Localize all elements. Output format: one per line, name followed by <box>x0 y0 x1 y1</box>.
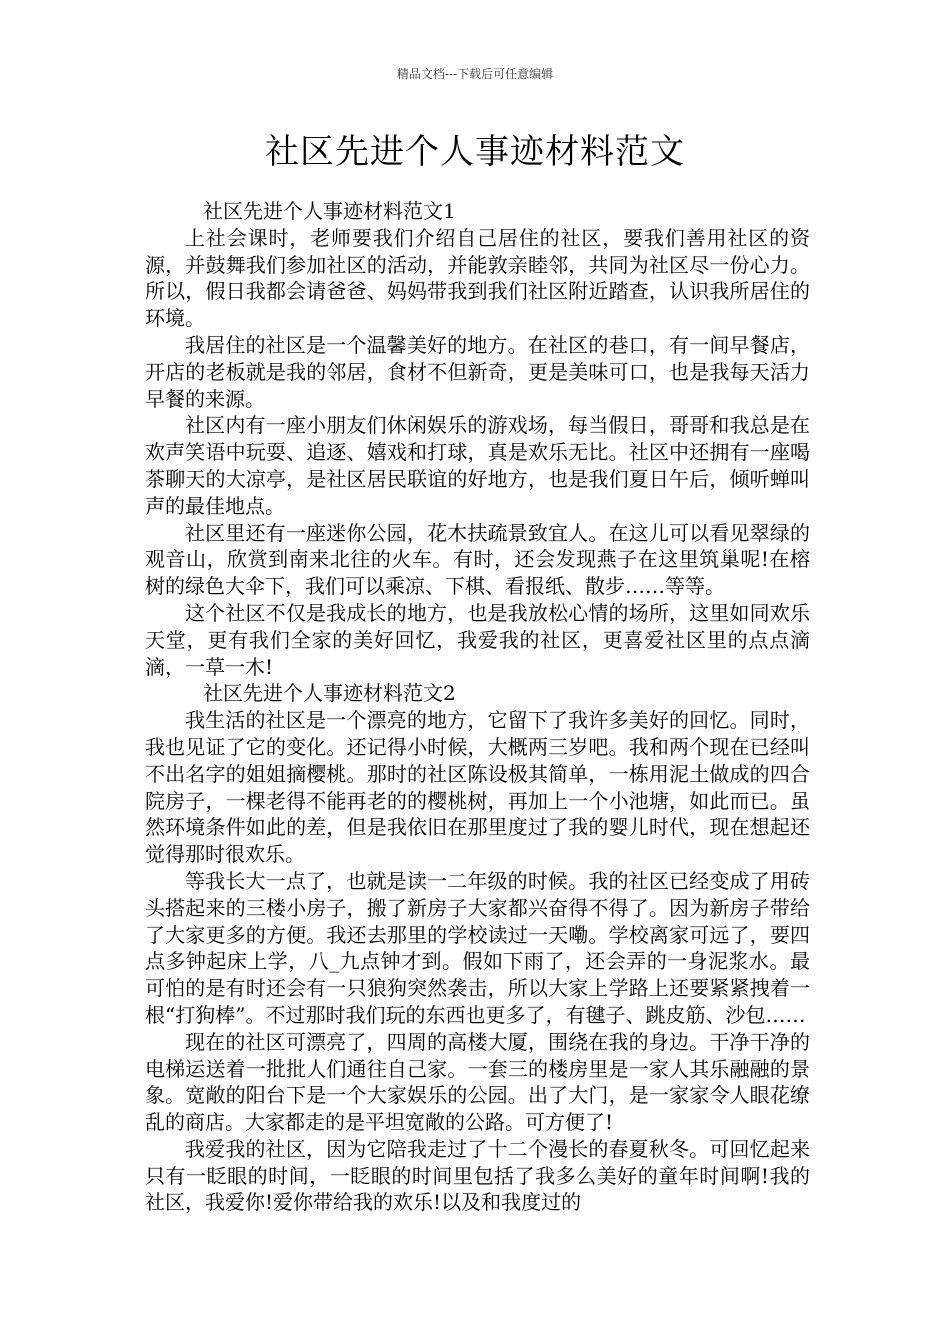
document-body <box>145 198 810 1216</box>
paragraph: 我生活的社区是一个漂亮的地方，它留下了我许多美好的回忆。同时，我也见证了它的变化。还记得小时候，大概两三岁吧。我和两个现在已经叫不出名字的姐姐摘樱桃。那时的社区陈设极其简单，一栋用泥土做成的四合院房子，一棵老得不能再老的的樱桃树，再加上一个小池塘，如此而已。虽然环境条件如此的差，但是我依旧在那里度过了我的婴儿时代，现在想起还觉得那时很欢乐。 <box>145 708 810 867</box>
section-heading: 社区先进个人事迹材料范文1 <box>203 199 456 223</box>
paragraph: 我居住的社区是一个温馨美好的地方。在社区的巷口，有一间早餐店，开店的老板就是我的邻居，食材不但新奇，更是美味可口，也是我每天活力早餐的来源。 <box>145 332 810 411</box>
document-header-note: 精品文档---下载后可任意编辑 <box>396 67 554 81</box>
paragraph: 上社会课时，老师要我们介绍自己居住的社区，要我们善用社区的资源，并鼓舞我们参加社区的活动，并能敦亲睦邻，共同为社区尽一份心力。所以，假日我都会请爸爸、妈妈带我到我们社区附近踏查，认识我所居住的环境。 <box>145 225 810 331</box>
paragraph: 社区里还有一座迷你公园，花木扶疏景致宜人。在这儿可以看见翠绿的观音山，欣赏到南来北往的火车。有时，还会发现燕子在这里筑巢呢!在榕树的绿色大伞下，我们可以乘凉、下棋、看报纸、散步……等等。 <box>145 520 810 599</box>
section-heading: 社区先进个人事迹材料范文2 <box>203 681 456 706</box>
paragraph: 社区内有一座小朋友们休闲娱乐的游戏场，每当假日，哥哥和我总是在欢声笑语中玩耍、追逐、嬉戏和打球，真是欢乐无比。社区中还拥有一座喝茶聊天的大凉亭，是社区居民联谊的好地方，也是我们夏日午后，倾听蝉叫声的最佳地点。 <box>145 413 810 518</box>
document-title: 社区先进个人事迹材料范文 <box>265 132 685 172</box>
paragraph: 等我长大一点了，也就是读一二年级的时候。我的社区已经变成了用砖头搭起来的三楼小房子，搬了新房子大家都兴奋得不得了。因为新房子带给了大家更多的方便。我还去那里的学校读过一天嘞。学校离家可远了，要四点多钟起床上学，八_九点钟才到。假如下雨了，还会弄的一身泥浆水。最可怕的是有时还会有一只狼狗突然袭击，所以大家上学路上还要紧紧拽着一根“打狗棒”。不过那时我们玩的东西也更多了，有毽子、跳皮筋、沙包…… <box>145 868 810 1027</box>
paragraph: 这个社区不仅是我成长的地方，也是我放松心情的场所，这里如同欢乐天堂，更有我们全家的美好回忆，我爱我的社区，更喜爱社区里的点点滴滴，一草一木! <box>145 600 810 679</box>
paragraph: 现在的社区可漂亮了，四周的高楼大厦，围绕在我的身边。干净干净的电梯运送着一批批人们通往自己家。一套三的楼房里是一家人其乐融融的景象。宽敞的阳台下是一个大家娱乐的公园。出了大门，是一家家令人眼花缭乱的商店。大家都走的是平坦宽敞的公路。可方便了! <box>145 1029 810 1135</box>
paragraph: 我爱我的社区，因为它陪我走过了十二个漫长的春夏秋冬。可回忆起来只有一眨眼的时间，一眨眼的时间里包括了我多么美好的童年时间啊!我的社区，我爱你!爱你带给我的欢乐!以及和我度过的 <box>145 1136 810 1215</box>
